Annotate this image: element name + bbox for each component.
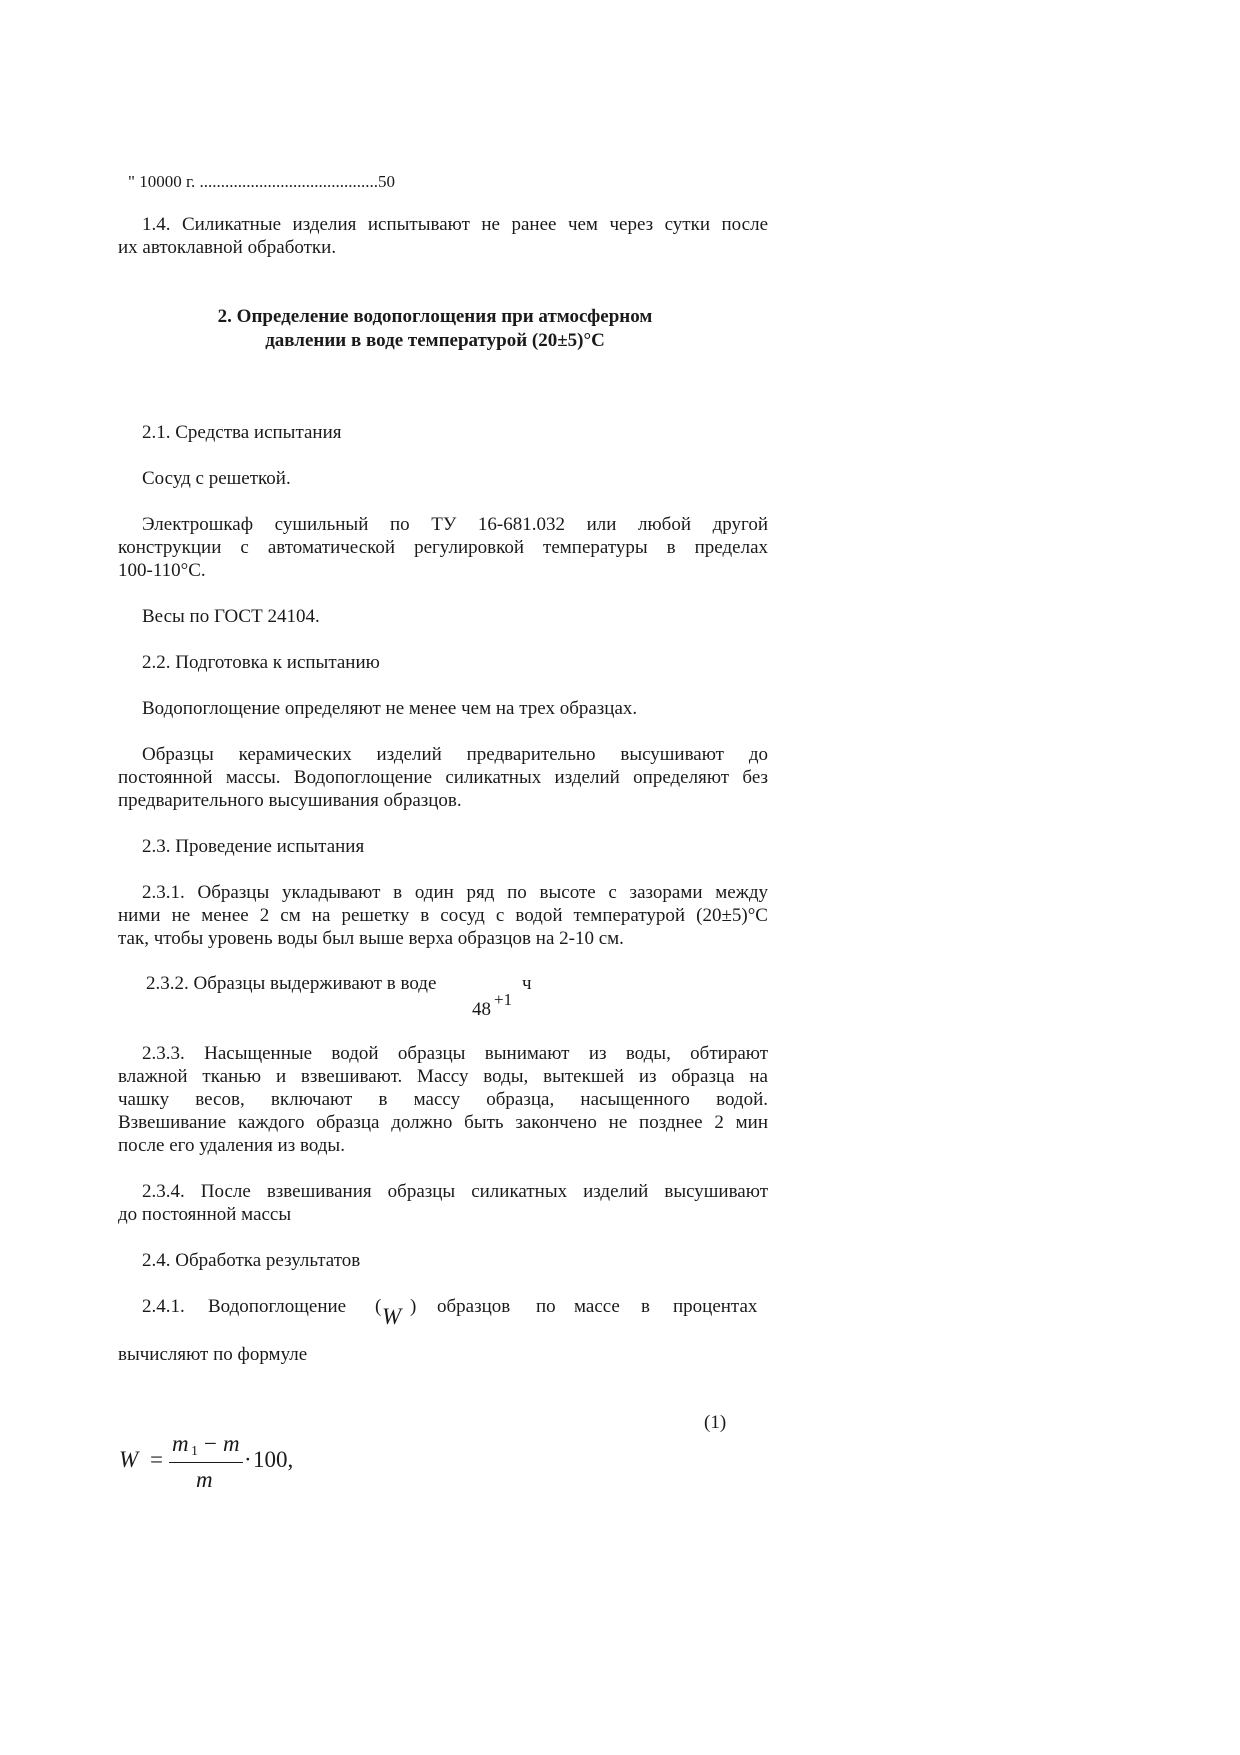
paragraph-line: 100-110°С. xyxy=(118,560,206,581)
paragraph-line: Образцы керамических изделий предварительно высушивают до xyxy=(142,744,768,765)
paragraph-2-3-2: 2.3.2. Образцы выдерживают в воде xyxy=(146,973,437,994)
paragraph-line: Электрошкаф сушильный по ТУ 16-681.032 или любой другой xyxy=(142,514,768,535)
paragraph-line: 2.3.3. Насыщенные водой образцы вынимают из воды, обтирают xyxy=(142,1043,768,1064)
paragraph-line: чашку весов, включают в массу образца, насыщенного водой. xyxy=(118,1089,768,1110)
paragraph-line: до постоянной массы xyxy=(118,1204,292,1225)
word: по xyxy=(536,1296,556,1317)
paragraph-line: 2.3.4. После взвешивания образцы силикатных изделий высушивают xyxy=(142,1181,768,1202)
paragraph-1-4 xyxy=(118,213,768,259)
subsection-2-3-title: 2.3. Проведение испытания xyxy=(142,836,365,857)
paragraph-2-3-4 xyxy=(118,1180,768,1226)
hours-value: 48 xyxy=(472,999,491,1020)
word: в xyxy=(641,1296,650,1317)
paragraph-line: 1.4. Силикатные изделия испытывают не ранее чем через сутки после xyxy=(142,214,768,235)
paragraph-2-3-1 xyxy=(118,881,768,950)
word: массе xyxy=(574,1296,620,1317)
word: Водопоглощение xyxy=(208,1296,347,1317)
formula-numerator-minus: − xyxy=(204,1431,217,1456)
paragraph-line: постоянной массы. Водопоглощение силикатных изделий определяют без xyxy=(118,767,768,788)
hours-tolerance: +1 xyxy=(494,990,513,1009)
paragraph-line: влажной тканью и взвешивают. Массу воды, вытекшей из образца на xyxy=(118,1066,768,1087)
formula-numerator-m: m xyxy=(223,1431,240,1456)
paragraph-2-3-3 xyxy=(118,1042,768,1157)
toc-line: " 10000 г. ..........................................50 xyxy=(128,172,395,191)
paragraph-line: вычисляют по формуле xyxy=(118,1344,308,1365)
subsection-2-2-title: 2.2. Подготовка к испытанию xyxy=(142,652,380,673)
formula-denominator: m xyxy=(196,1467,213,1492)
paragraph-line: так, чтобы уровень воды был выше верха образцов на 2-10 см. xyxy=(118,928,624,949)
heading-line: 2. Определение водопоглощения при атмосферном xyxy=(217,306,653,327)
water-absorption-symbol: W xyxy=(382,1304,402,1329)
subsection-2-4-title: 2.4. Обработка результатов xyxy=(142,1250,361,1271)
scales-text: Весы по ГОСТ 24104. xyxy=(142,606,320,627)
formula-number: (1) xyxy=(704,1412,727,1433)
oven-paragraph xyxy=(118,513,768,582)
paragraph-line: 2.3.1. Образцы укладывают в один ряд по высоте с зазорами между xyxy=(142,882,768,903)
paragraph-line: ними не менее 2 см на решетку в сосуд с водой температурой (20±5)°С xyxy=(118,905,768,926)
word: образцов xyxy=(437,1296,511,1317)
paragraph-line: предварительного высушивания образцов. xyxy=(118,790,462,811)
word: процентах xyxy=(673,1296,758,1317)
subsection-2-1-title: 2.1. Средства испытания xyxy=(142,422,342,443)
paragraph-line: Взвешивание каждого образца должно быть закончено не позднее 2 мин xyxy=(118,1112,768,1133)
formula-lhs: W xyxy=(119,1447,139,1472)
formula-numerator-subscript: 1 xyxy=(191,1444,198,1459)
paragraph-line: после его удаления из воды. xyxy=(118,1135,345,1156)
drying-paragraph xyxy=(118,743,768,812)
formula-dot: · xyxy=(244,1447,252,1472)
formula-numerator-m1: m xyxy=(172,1431,189,1456)
paragraph-line: их автоклавной обработки. xyxy=(118,237,337,258)
hours-unit: ч xyxy=(522,973,532,994)
section-2-heading xyxy=(110,305,760,353)
word: 2.4.1. xyxy=(142,1296,185,1317)
paragraph-line: конструкции с автоматической регулировкой температуры в пределах xyxy=(118,537,768,558)
word: ) xyxy=(410,1296,417,1317)
word: ( xyxy=(375,1296,382,1317)
formula-tail: 100, xyxy=(253,1447,294,1472)
sample-count-text: Водопоглощение определяют не менее чем на трех образцах. xyxy=(142,698,638,719)
formula-equals: = xyxy=(150,1447,163,1472)
vessel-text: Сосуд с решеткой. xyxy=(142,468,291,489)
fraction-bar xyxy=(169,1462,243,1463)
heading-line: давлении в воде температурой (20±5)°С xyxy=(265,330,605,351)
